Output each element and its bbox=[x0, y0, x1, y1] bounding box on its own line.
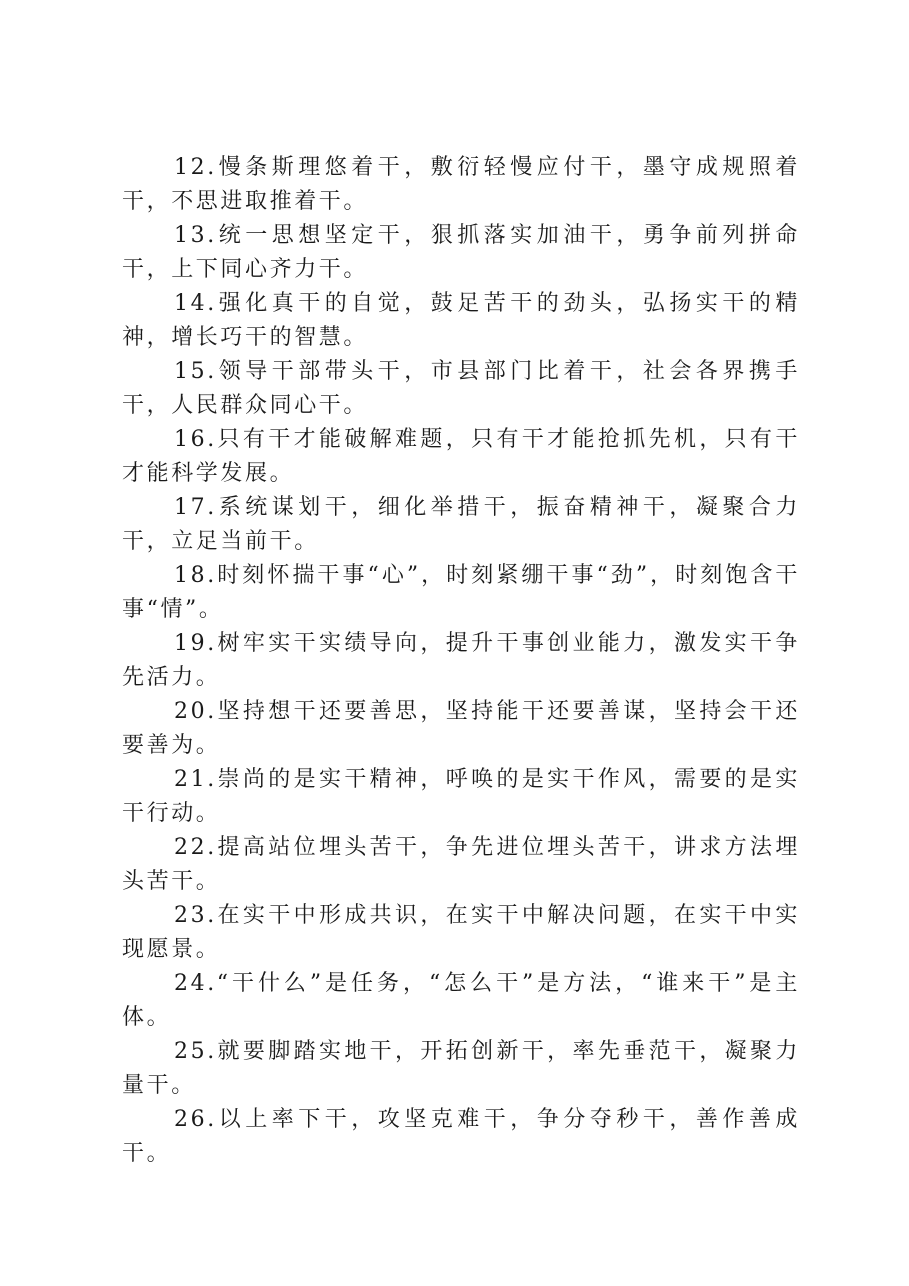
paragraph-19: 19.树牢实干实绩导向，提升干事创业能力，激发实干争先活力。 bbox=[122, 631, 800, 690]
paragraph-17: 17.系统谋划干，细化举措干，振奋精神干，凝聚合力干，立足当前干。 bbox=[122, 495, 800, 554]
paragraph-20: 20.坚持想干还要善思，坚持能干还要善谋，坚持会干还要善为。 bbox=[122, 699, 800, 758]
paragraph-23: 23.在实干中形成共识，在实干中解决问题，在实干中实现愿景。 bbox=[122, 903, 800, 962]
paragraph-22: 22.提高站位埋头苦干，争先进位埋头苦干，讲求方法埋头苦干。 bbox=[122, 835, 800, 894]
paragraph-15: 15.领导干部带头干，市县部门比着干，社会各界携手干，人民群众同心干。 bbox=[122, 359, 800, 418]
document-body bbox=[122, 151, 800, 1171]
paragraph-24: 24.“干什么”是任务，“怎么干”是方法，“谁来干”是主体。 bbox=[122, 971, 800, 1030]
paragraph-18: 18.时刻怀揣干事“心”，时刻紧绷干事“劲”，时刻饱含干事“情”。 bbox=[122, 563, 800, 622]
paragraph-25: 25.就要脚踏实地干，开拓创新干，率先垂范干，凝聚力量干。 bbox=[122, 1039, 800, 1098]
paragraph-14: 14.强化真干的自觉，鼓足苦干的劲头，弘扬实干的精神，增长巧干的智慧。 bbox=[122, 291, 800, 350]
paragraph-21: 21.崇尚的是实干精神，呼唤的是实干作风，需要的是实干行动。 bbox=[122, 767, 800, 826]
paragraph-12: 12.慢条斯理悠着干，敷衍轻慢应付干，墨守成规照着干，不思进取推着干。 bbox=[122, 155, 800, 214]
paragraph-26: 26.以上率下干，攻坚克难干，争分夺秒干，善作善成干。 bbox=[122, 1107, 800, 1166]
paragraph-13: 13.统一思想坚定干，狠抓落实加油干，勇争前列拼命干，上下同心齐力干。 bbox=[122, 223, 800, 282]
paragraph-16: 16.只有干才能破解难题，只有干才能抢抓先机，只有干才能科学发展。 bbox=[122, 427, 800, 486]
